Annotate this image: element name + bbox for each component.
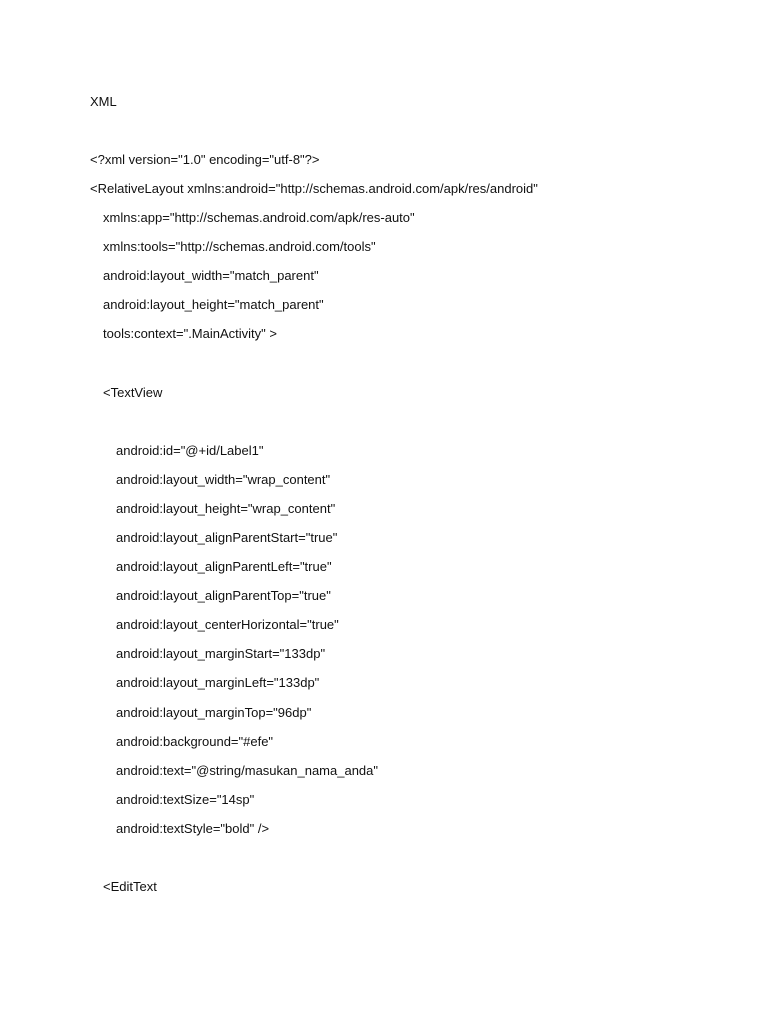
code-line: android:layout_centerHorizontal="true" bbox=[116, 617, 339, 632]
code-line: <TextView bbox=[103, 385, 163, 400]
code-line: android:layout_marginLeft="133dp" bbox=[116, 675, 320, 690]
code-line: android:layout_alignParentLeft="true" bbox=[116, 559, 332, 574]
code-line: android:text="@string/masukan_nama_anda" bbox=[116, 763, 378, 778]
code-line: android:textSize="14sp" bbox=[116, 792, 255, 807]
code-line: android:layout_alignParentStart="true" bbox=[116, 530, 338, 545]
code-line: tools:context=".MainActivity" > bbox=[103, 326, 277, 341]
code-line: <EditText bbox=[103, 879, 157, 894]
code-line: android:background="#efe" bbox=[116, 734, 274, 749]
code-line: <?xml version="1.0" encoding="utf-8"?> bbox=[90, 152, 320, 167]
document-heading: XML bbox=[90, 94, 117, 109]
code-line: xmlns:app="http://schemas.android.com/apk/res-auto" bbox=[103, 210, 415, 225]
code-line: <RelativeLayout xmlns:android="http://schemas.android.com/apk/res/android" bbox=[90, 181, 538, 196]
code-line: android:layout_width="match_parent" bbox=[103, 268, 319, 283]
code-line: android:layout_height="wrap_content" bbox=[116, 501, 336, 516]
code-line: android:id="@+id/Label1" bbox=[116, 443, 264, 458]
code-line: android:layout_height="match_parent" bbox=[103, 297, 324, 312]
code-line: android:layout_alignParentTop="true" bbox=[116, 588, 331, 603]
code-line: android:textStyle="bold" /> bbox=[116, 821, 270, 836]
code-line: xmlns:tools="http://schemas.android.com/tools" bbox=[103, 239, 376, 254]
code-line: android:layout_marginStart="133dp" bbox=[116, 646, 326, 661]
code-line: android:layout_width="wrap_content" bbox=[116, 472, 331, 487]
code-line: android:layout_marginTop="96dp" bbox=[116, 705, 312, 720]
